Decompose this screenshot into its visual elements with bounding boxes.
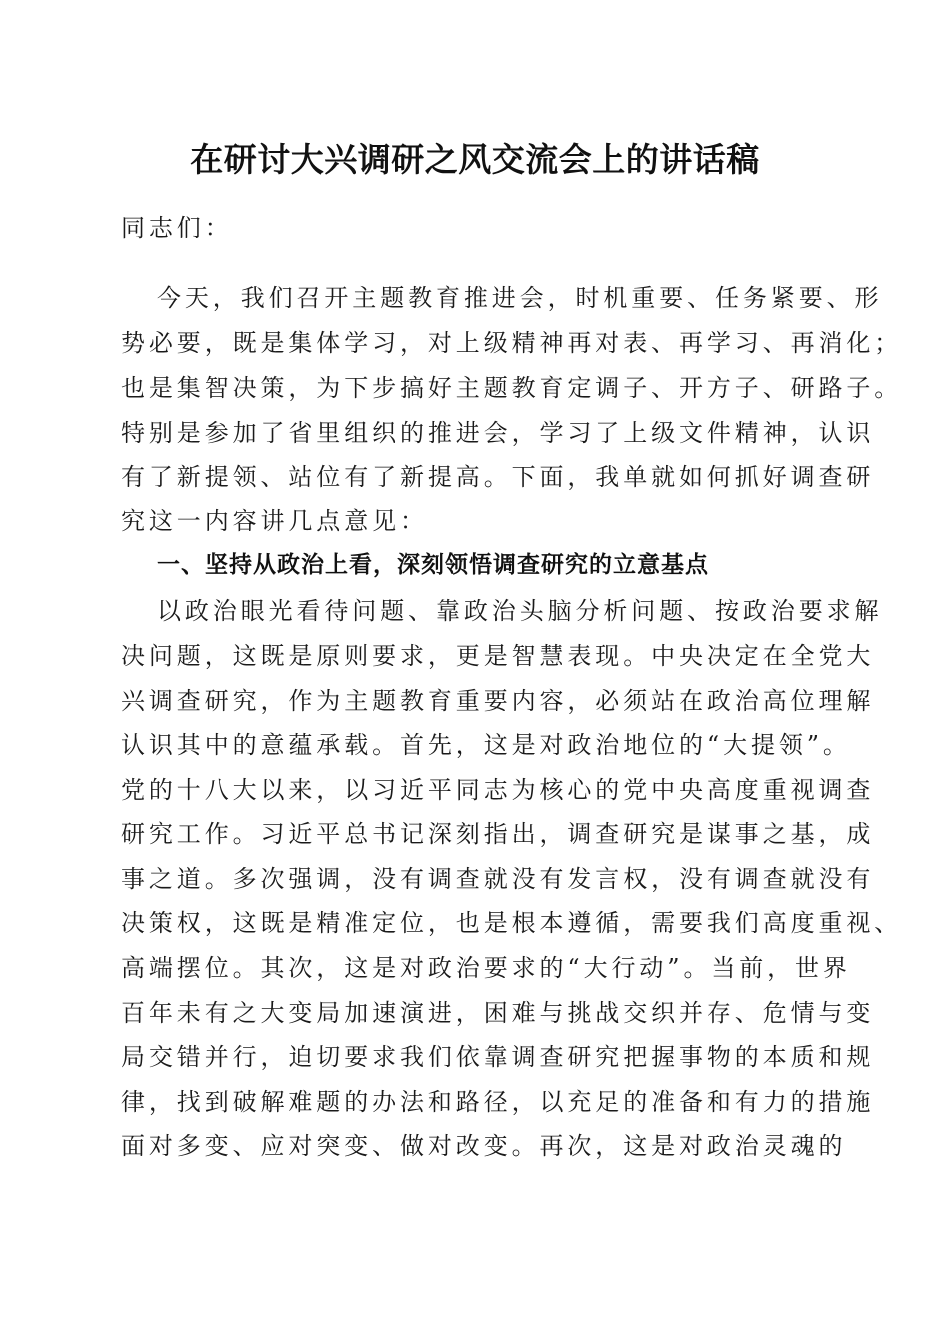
paragraph-line: 兴调查研究，作为主题教育重要内容，必须站在政治高位理解: [121, 687, 875, 715]
paragraph-line: 也是集智决策，为下步搞好主题教育定调子、开方子、研路子。: [121, 374, 903, 402]
document-title: 在研讨大兴调研之风交流会上的讲话稿: [190, 140, 760, 179]
paragraph-line: 特别是参加了省里组织的推进会，学习了上级文件精神，认识: [121, 419, 875, 447]
paragraph-line: 研究工作。习近平总书记深刻指出，调查研究是谋事之基，成: [121, 820, 875, 848]
paragraph-line: 局交错并行，迫切要求我们依靠调查研究把握事物的本质和规: [121, 1043, 875, 1071]
paragraph-line: 决策权，这既是精准定位，也是根本遵循，需要我们高度重视、: [121, 909, 903, 937]
paragraph-line: 百年未有之大变局加速演进，困难与挑战交织并存、危情与变: [121, 999, 875, 1027]
paragraph-line: 认识其中的意蕴承载。首先，这是对政治地位的“大提领”。: [121, 731, 851, 759]
paragraph-line: 律，找到破解难题的办法和路径，以充足的准备和有力的措施: [121, 1088, 875, 1116]
paragraph-line: 面对多变、应对突变、做对改变。再次，这是对政治灵魂的: [121, 1132, 847, 1160]
paragraph-line: 势必要，既是集体学习，对上级精神再对表、再学习、再消化；: [121, 329, 903, 357]
paragraph-line: 党的十八大以来，以习近平同志为核心的党中央高度重视调查: [121, 776, 875, 804]
paragraph-line: 以政治眼光看待问题、靠政治头脑分析问题、按政治要求解: [157, 597, 883, 625]
paragraph-line: 究这一内容讲几点意见：: [121, 507, 428, 535]
salutation: 同志们：: [121, 214, 233, 242]
paragraph-line: 有了新提领、站位有了新提高。下面，我单就如何抓好调查研: [121, 463, 875, 491]
paragraph-line: 事之道。多次强调，没有调查就没有发言权，没有调查就没有: [121, 865, 875, 893]
paragraph-line: 今天，我们召开主题教育推进会，时机重要、任务紧要、形: [157, 284, 883, 312]
paragraph-line: 决问题，这既是原则要求，更是智慧表现。中央决定在全党大: [121, 642, 875, 670]
paragraph-line: 高端摆位。其次，这是对政治要求的“大行动”。当前，世界: [121, 954, 851, 982]
section-heading: 一、坚持从政治上看，深刻领悟调查研究的立意基点: [157, 552, 709, 578]
